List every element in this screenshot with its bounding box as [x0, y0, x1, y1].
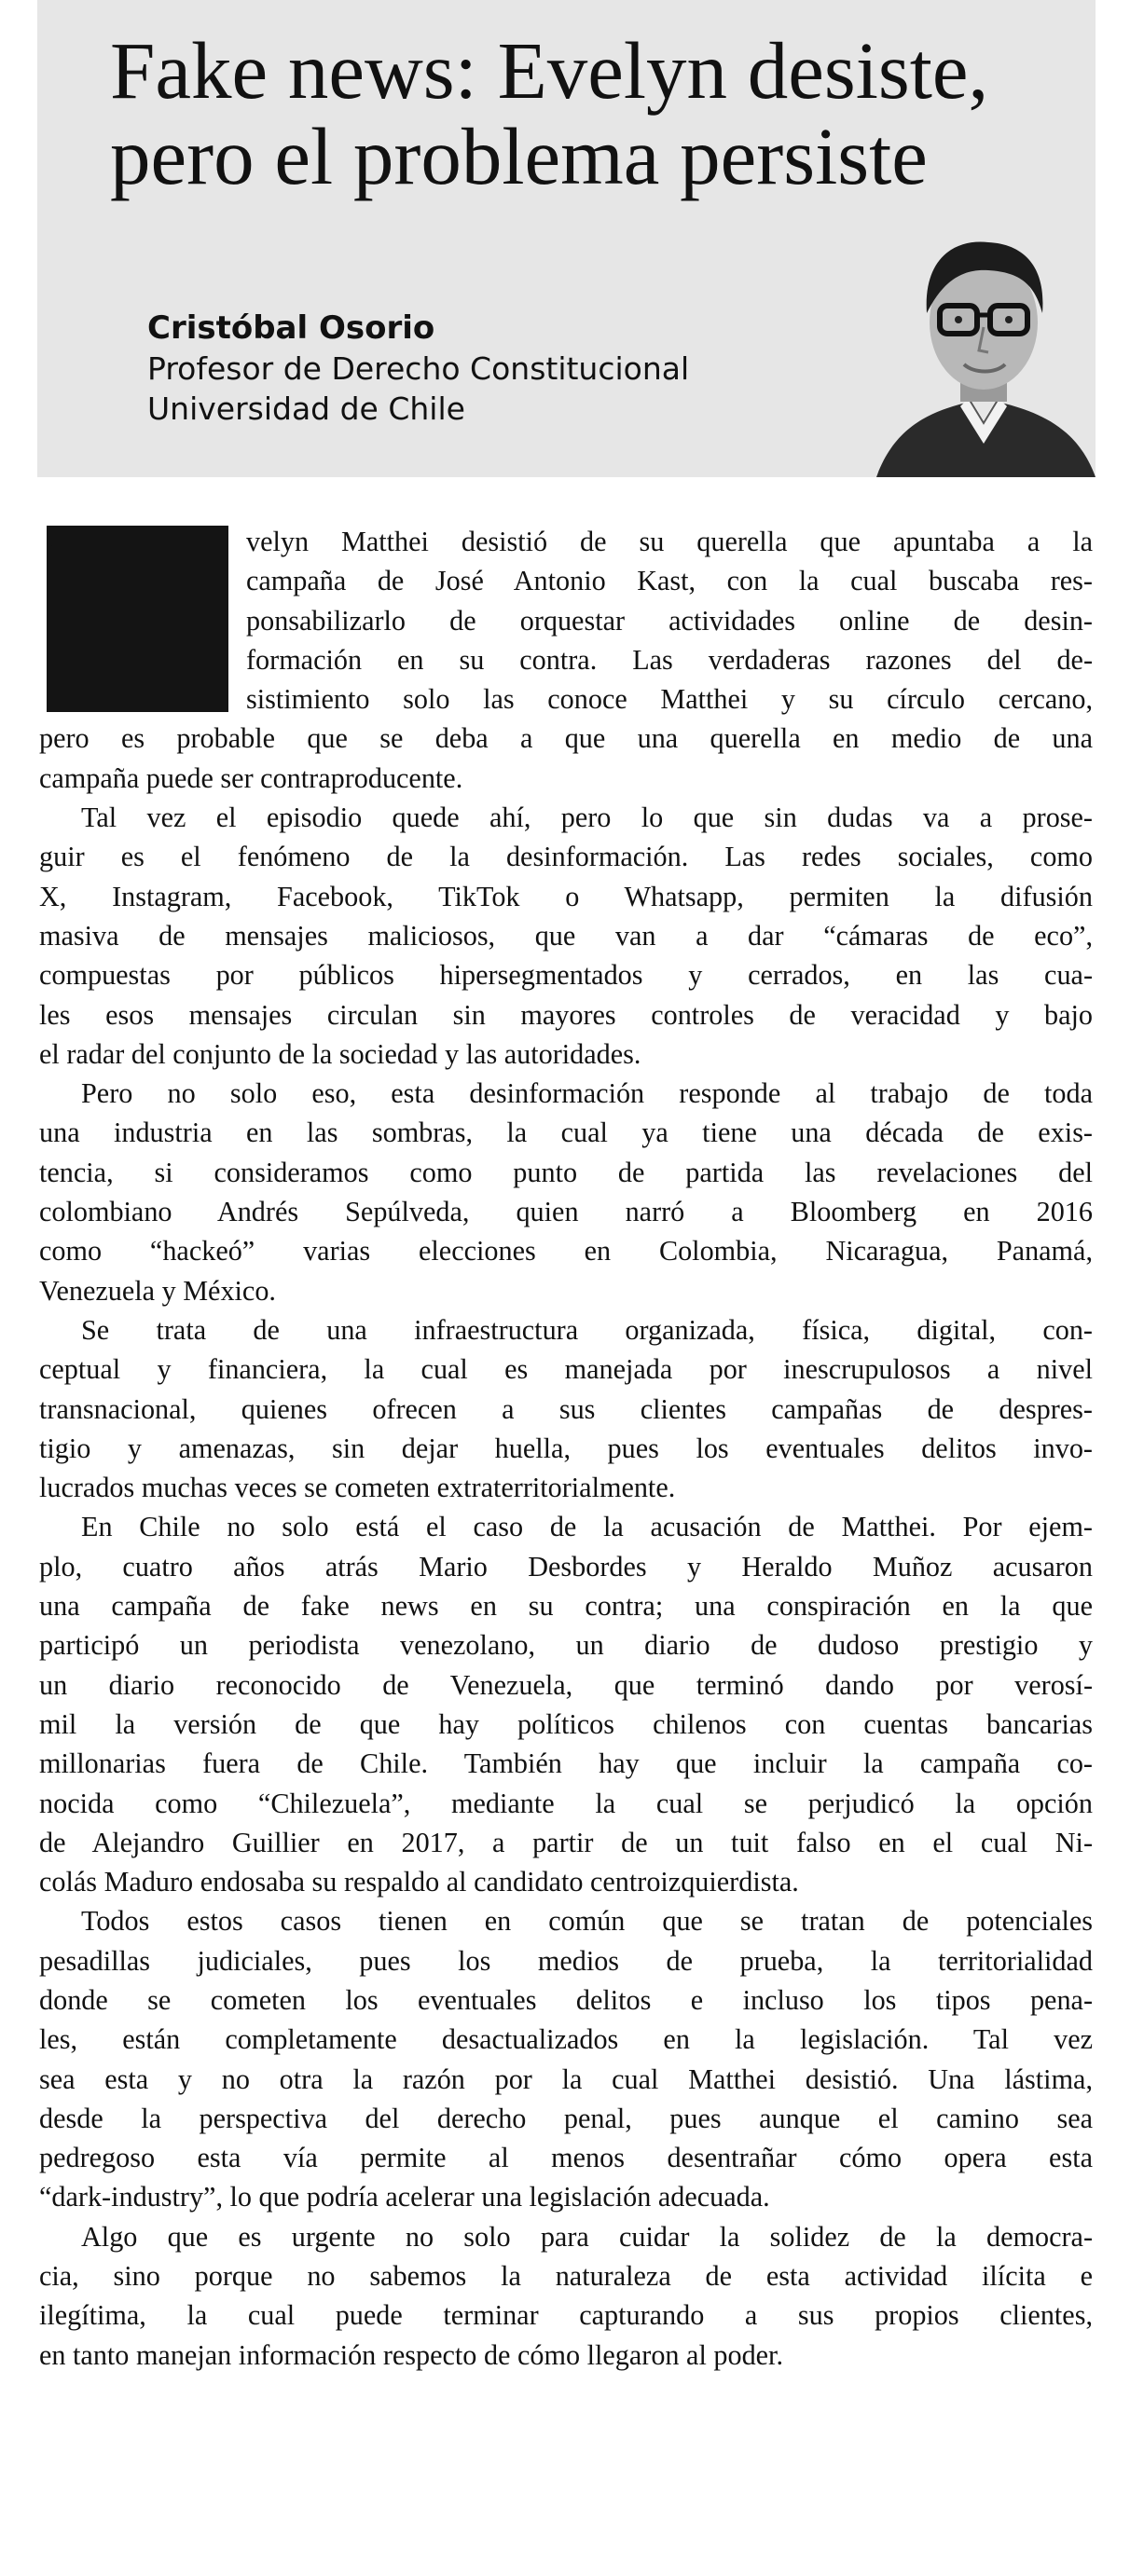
text-line: Tal vez el episodio quede ahí, pero lo que sin dudas va a prose- — [81, 802, 1093, 834]
text-line: participó un periodista venezolano, un diario de dudoso prestigio y — [39, 1629, 1093, 1662]
text-line: colás Maduro endosaba su respaldo al candidato centroizquierdista. — [39, 1866, 799, 1898]
text-line: ilegítima, la cual puede terminar capturando a sus propios clientes, — [39, 2299, 1093, 2332]
author-org: Universidad de Chile — [147, 391, 465, 427]
text-line: campaña de José Antonio Kast, con la cual buscaba res- — [246, 565, 1093, 597]
text-line: una industria en las sombras, la cual ya tiene una década de exis- — [39, 1117, 1093, 1149]
paragraph-4 — [39, 1310, 1093, 1507]
text-line: nocida como “Chilezuela”, mediante la cual se perjudicó la opción — [39, 1787, 1093, 1819]
author-portrait — [867, 211, 1100, 477]
text-line: como “hackeó” varias elecciones en Colombia, Nicaragua, Panamá, — [39, 1235, 1093, 1267]
headline — [110, 25, 1098, 201]
text-line: plo, cuatro años atrás Mario Desbordes y Heraldo Muñoz acusaron — [39, 1550, 1093, 1583]
text-line: les esos mensajes circulan sin mayores controles de veracidad y bajo — [39, 998, 1093, 1031]
drop-cap: E — [47, 526, 228, 712]
text-line: Todos estos casos tienen en común que se tratan de potenciales — [81, 1905, 1093, 1938]
text-line: sea esta y no otra la razón por la cual Matthei desistió. Una lástima, — [39, 2062, 1093, 2095]
article-body — [39, 522, 1093, 2375]
text-line: mil la versión de que hay políticos chilenos con cuentas bancarias — [39, 1707, 1093, 1740]
text-line: formación en su contra. Las verdaderas razones del de- — [246, 643, 1093, 676]
paragraph-6 — [39, 1901, 1093, 2216]
text-line: de Alejandro Guillier en 2017, a partir de un tuit falso en el cual Ni- — [39, 1826, 1093, 1858]
text-line: Venezuela y México. — [39, 1274, 276, 1307]
text-line: pedregoso esta vía permite al menos desentrañar cómo opera esta — [39, 2142, 1093, 2174]
text-line: en tanto manejan información respecto de cómo llegaron al poder. — [39, 2338, 783, 2371]
author-name: Cristóbal Osorio — [147, 309, 435, 347]
text-line: cia, sino porque no sabemos la naturaleza de esta actividad ilícita e — [39, 2260, 1093, 2293]
paragraph-7 — [39, 2217, 1093, 2375]
text-line: Se trata de una infraestructura organizada, física, digital, con- — [81, 1313, 1093, 1346]
text-line: tencia, si consideramos como punto de partida las revelaciones del — [39, 1156, 1093, 1188]
text-line: “dark-industry”, lo que podría acelerar una legislación adecuada. — [39, 2181, 770, 2213]
text-line: X, Instagram, Facebook, TikTok o Whatsapp, permiten la difusión — [39, 880, 1093, 912]
text-line: velyn Matthei desistió de su querella que apuntaba a la — [246, 526, 1093, 557]
text-line: desde la perspectiva del derecho penal, pues aunque el camino sea — [39, 2102, 1093, 2134]
text-line: una campaña de fake news en su contra; una conspiración en la que — [39, 1590, 1093, 1623]
paragraph-2 — [39, 798, 1093, 1074]
text-line: donde se cometen los eventuales delitos e incluso los tipos pena- — [39, 1983, 1093, 2016]
text-line: colombiano Andrés Sepúlveda, quien narró a Bloomberg en 2016 — [39, 1196, 1093, 1228]
text-line: ponsabilizarlo de orquestar actividades online de desin- — [246, 604, 1093, 637]
text-line: millonarias fuera de Chile. También hay que incluir la campaña co- — [39, 1747, 1093, 1780]
text-line: tigio y amenazas, sin dejar huella, pues los eventuales delitos invo- — [39, 1432, 1093, 1464]
text-line: sistimiento solo las conoce Matthei y su círculo cercano, — [246, 683, 1093, 716]
headline-line-2: pero el problema persiste — [110, 111, 928, 201]
text-line: Algo que es urgente no solo para cuidar la solidez de la democra- — [81, 2220, 1093, 2253]
text-line: Pero no solo eso, esta desinformación responde al trabajo de toda — [81, 1077, 1093, 1110]
text-line: pesadillas judiciales, pues los medios de prueba, la territorialidad — [39, 1944, 1093, 1977]
text-line: campaña puede ser contraproducente. — [39, 761, 463, 794]
text-line: compuestas por públicos hipersegmentados y cerrados, en las cua- — [39, 959, 1093, 992]
text-line: el radar del conjunto de la sociedad y las autoridades. — [39, 1037, 641, 1070]
headline-line-1: Fake news: Evelyn desiste, — [110, 25, 989, 116]
text-line: masiva de mensajes maliciosos, que van a dar “cámaras de eco”, — [39, 919, 1093, 952]
author-role: Profesor de Derecho Constitucional — [147, 350, 690, 387]
author-block — [147, 308, 689, 429]
text-line: transnacional, quienes ofrecen a sus clientes campañas de despres- — [39, 1392, 1093, 1425]
text-line: guir es el fenómeno de la desinformación. Las redes sociales, como — [39, 841, 1093, 873]
text-line: les, están completamente desactualizados en la legislación. Tal vez — [39, 2023, 1093, 2056]
text-line: pero es probable que se deba a que una querella en medio de una — [39, 722, 1093, 755]
header-panel — [37, 0, 1096, 477]
paragraph-5 — [39, 1507, 1093, 1901]
text-line: lucrados muchas veces se cometen extraterritorialmente. — [39, 1472, 676, 1504]
text-line: un diario reconocido de Venezuela, que terminó dando por verosí- — [39, 1668, 1093, 1701]
paragraph-3 — [39, 1074, 1093, 1310]
text-line: En Chile no solo está el caso de la acusación de Matthei. Por ejem- — [81, 1511, 1093, 1543]
text-line: ceptual y financiera, la cual es manejada por inescrupulosos a nivel — [39, 1353, 1093, 1386]
paragraph-1 — [39, 522, 1093, 798]
